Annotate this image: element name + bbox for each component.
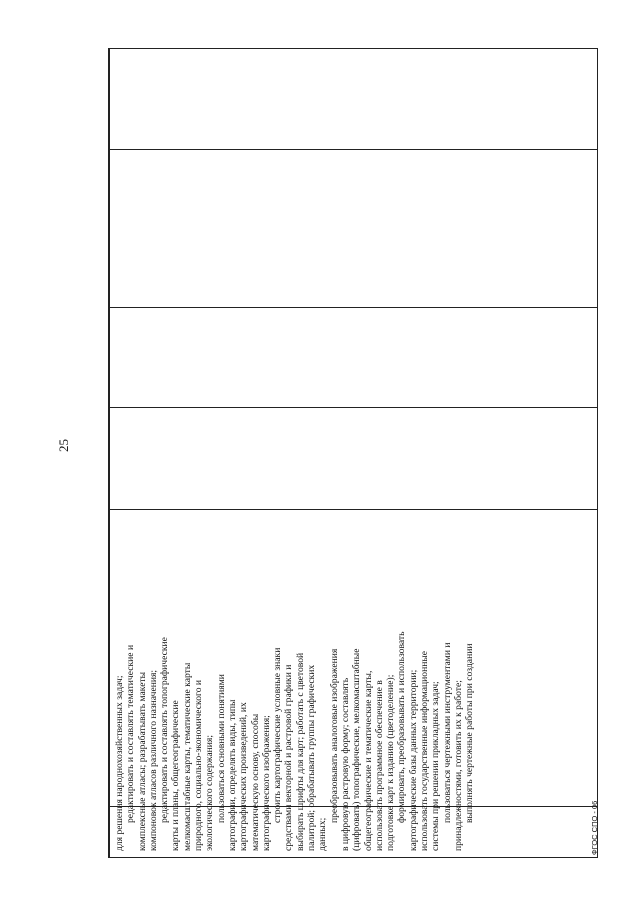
text-line: в цифровую растровую форму; составлять [339, 677, 351, 851]
text-line: мелкомасштабные карты, тематические карты [181, 662, 193, 851]
text-line: картографических произведений, их [238, 702, 250, 851]
text-line: редактировать и составлять тематические и [125, 644, 137, 823]
text-line: компоновок атласов различного назначения; [147, 669, 159, 851]
text-line: палитрой; обрабатывать группы графических [306, 664, 318, 851]
text-line: системы при решении прикладных задач; [430, 681, 442, 851]
text-line: математическую основу, способы [249, 713, 261, 851]
text-line: использовать государственные информационные [419, 650, 431, 851]
text-line: строить картографические условные знаки [272, 647, 284, 823]
text-line: пользоваться чертежными инструментами и [441, 642, 453, 823]
text-line: природного, социально-экономического и [193, 679, 205, 851]
text-line: (цифровать) топографические, мелкомасштабные [351, 648, 363, 851]
page-number: 25 [56, 439, 71, 452]
text-line: выбирать шрифты для карт; работать с цветовой [294, 652, 306, 851]
text-line: экологического содержания; [204, 734, 216, 851]
text-line: принадлежностями, готовить их к работе; [452, 680, 464, 851]
text-line: картографические базы данных территории; [407, 669, 419, 851]
row-divider [109, 407, 597, 408]
row-divider [109, 509, 597, 510]
text-line: формировать, преобразовывать и использовать [396, 631, 408, 823]
row-divider [109, 307, 597, 308]
text-line: пользоваться основными понятиями [215, 674, 227, 823]
column-divider [109, 49, 110, 857]
text-line: карты и планы, общегеографические [170, 700, 182, 851]
text-line: подготовке карт к изданию (цветоделение); [385, 674, 397, 851]
footer-label: ФГОС СПО - 06 [590, 800, 599, 855]
text-line: редактировать и составлять топографические [159, 637, 171, 823]
row-divider [109, 149, 597, 150]
text-line: выполнять чертежные работы при создании [464, 643, 476, 823]
text-line: картографического изображения; [260, 715, 272, 851]
text-line: общегеографические и тематические карты, [362, 670, 374, 851]
text-line: использовать программное обеспечение в [373, 680, 385, 851]
competency-text-cell [114, 519, 590, 851]
text-line: преобразовывать аналоговые изображения [328, 648, 340, 823]
column-divider [597, 49, 598, 857]
text-line: картографии, определять виды, типы [226, 699, 238, 851]
text-line: данных; [317, 817, 329, 851]
text-line: средствами векторной и растровой графики и [283, 664, 295, 851]
text-line: комплексные атласы; разрабатывать макеты [136, 671, 148, 851]
text-line: для решения народнохозяйственных задач; [114, 675, 125, 851]
